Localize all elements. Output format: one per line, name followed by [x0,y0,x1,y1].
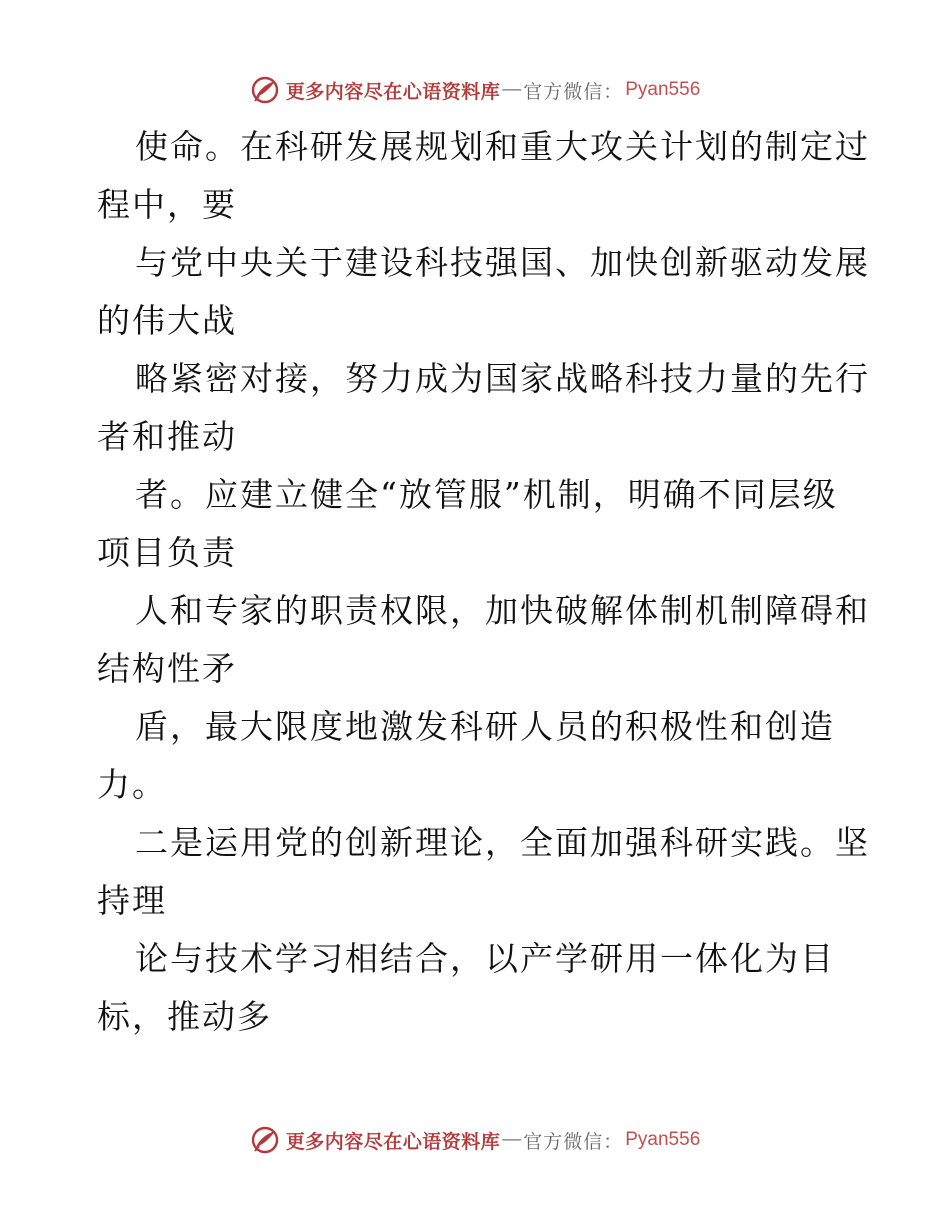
body-line: 持理 [97,881,167,920]
header-banner [0,70,950,110]
quill-logo-icon [250,1125,280,1155]
banner-main-text: 更多内容尽在心语资料库 [285,80,501,103]
banner-wechat-label: 官方微信： [523,1130,624,1153]
banner-wechat-id: Pyan556 [625,79,701,100]
body-line: 结构性矛 [97,649,237,688]
footer-banner [0,1120,950,1160]
body-line: 项目负责 [97,533,237,572]
body-line: 使命。在科研发展规划和重大攻关计划的制定过 [135,127,870,166]
body-line: 者。应建立健全“放管服”机制，明确不同层级 [135,475,838,514]
body-line: 与党中央关于建设科技强国、加快创新驱动发展 [135,243,870,282]
body-line: 二是运用党的创新理论，全面加强科研实践。坚 [135,823,870,862]
body-line: 论与技术学习相结合，以产学研用一体化为目 [135,939,835,978]
body-line: 者和推动 [97,417,237,456]
body-line: 标，推动多 [97,997,272,1036]
banner-wechat-label: 官方微信： [523,80,624,103]
banner-wechat-id: Pyan556 [625,1129,701,1150]
body-line: 人和专家的职责权限，加快破解体制机制障碍和 [135,591,870,630]
body-line: 力。 [97,765,167,804]
body-line: 略紧密对接，努力成为国家战略科技力量的先行 [135,359,870,398]
quill-logo-icon [250,75,280,105]
document-body [97,118,897,1046]
banner-separator: — [502,1129,522,1150]
body-line: 盾，最大限度地激发科研人员的积极性和创造 [135,707,835,746]
banner-separator: — [502,79,522,100]
body-line: 程中，要 [97,185,237,224]
banner-main-text: 更多内容尽在心语资料库 [285,1130,501,1153]
body-line: 的伟大战 [97,301,237,340]
